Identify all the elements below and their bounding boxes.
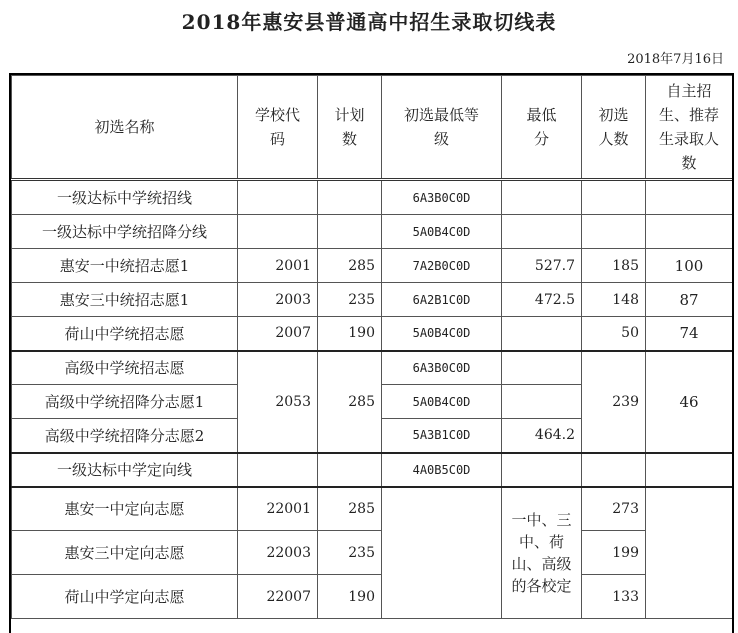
header-auto: 自主招生、推荐生录取人数 (646, 76, 733, 180)
table-row (12, 487, 733, 531)
row-score: 527.7 (502, 249, 582, 283)
row-plan: 285 (318, 249, 382, 283)
row-grade: 5A0B4C0D (382, 385, 502, 419)
header-row (12, 76, 733, 180)
row-score (502, 215, 582, 249)
senior-auto: 46 (646, 351, 733, 453)
row-grade: 6A3B0C0D (382, 180, 502, 215)
row-name: 惠安三中统招志愿1 (12, 283, 238, 317)
senior-plan: 285 (318, 351, 382, 453)
directed-note: 一中、三中、荷山、高级的各校定 (502, 487, 582, 619)
row-plan: 190 (318, 317, 382, 351)
senior-count: 239 (582, 351, 646, 453)
row-code: 22001 (238, 487, 318, 531)
table-row (12, 180, 733, 215)
row-count: 133 (582, 575, 646, 619)
header-score: 最低分 (502, 76, 582, 180)
table-row (12, 575, 733, 619)
row-code (238, 215, 318, 249)
table-row (12, 317, 733, 351)
header-name: 初选名称 (12, 76, 238, 180)
row-auto: 100 (646, 249, 733, 283)
row-name: 高级中学统招降分志愿2 (12, 419, 238, 453)
row-plan (318, 215, 382, 249)
row-score (502, 385, 582, 419)
row-grade: 7A2B0C0D (382, 249, 502, 283)
row-name: 一级达标中学定向线 (12, 453, 238, 487)
row-grade: 6A2B1C0D (382, 283, 502, 317)
row-count: 148 (582, 283, 646, 317)
row-code: 2001 (238, 249, 318, 283)
row-auto (646, 215, 733, 249)
header-grade: 初选最低等级 (382, 76, 502, 180)
senior-code: 2053 (238, 351, 318, 453)
row-code: 22003 (238, 531, 318, 575)
row-score (502, 351, 582, 385)
row-score: 464.2 (502, 419, 582, 453)
row-name: 一级达标中学统招降分线 (12, 215, 238, 249)
row-count: 185 (582, 249, 646, 283)
row-name: 一级达标中学统招线 (12, 180, 238, 215)
row-code: 2003 (238, 283, 318, 317)
table-row (12, 283, 733, 317)
table-row (12, 249, 733, 283)
row-grade: 6A3B0C0D (382, 351, 502, 385)
row-score: 472.5 (502, 283, 582, 317)
row-plan: 285 (318, 487, 382, 531)
table-row (12, 215, 733, 249)
row-plan: 190 (318, 575, 382, 619)
row-name: 惠安一中统招志愿1 (12, 249, 238, 283)
table-row (12, 453, 733, 487)
row-code (238, 180, 318, 215)
page-title: 2018年惠安县普通高中招生录取切线表 (181, 10, 557, 34)
row-grade: 4A0B5C0D (382, 453, 502, 487)
row-plan: 235 (318, 283, 382, 317)
cutoff-table (11, 75, 733, 619)
row-name: 惠安三中定向志愿 (12, 531, 238, 575)
row-count: 273 (582, 487, 646, 531)
row-grade: 5A0B4C0D (382, 317, 502, 351)
report-date: 2018年7月16日 (627, 52, 724, 67)
row-name: 高级中学统招降分志愿1 (12, 385, 238, 419)
row-name: 惠安一中定向志愿 (12, 487, 238, 531)
row-count: 199 (582, 531, 646, 575)
row-count (582, 215, 646, 249)
row-name: 荷山中学定向志愿 (12, 575, 238, 619)
row-auto: 87 (646, 283, 733, 317)
row-count (582, 180, 646, 215)
row-code: 22007 (238, 575, 318, 619)
row-auto: 74 (646, 317, 733, 351)
row-name: 高级中学统招志愿 (12, 351, 238, 385)
row-auto (646, 180, 733, 215)
header-count: 初选人数 (582, 76, 646, 180)
header-plan: 计划数 (318, 76, 382, 180)
row-plan: 235 (318, 531, 382, 575)
header-code: 学校代码 (238, 76, 318, 180)
row-score (502, 180, 582, 215)
row-score (502, 317, 582, 351)
row-name: 荷山中学统招志愿 (12, 317, 238, 351)
row-count: 50 (582, 317, 646, 351)
row-grade: 5A0B4C0D (382, 215, 502, 249)
row-grade: 5A3B1C0D (382, 419, 502, 453)
table-row (12, 531, 733, 575)
cutoff-table-frame (9, 73, 734, 633)
table-row (12, 351, 733, 385)
row-plan (318, 180, 382, 215)
row-code: 2007 (238, 317, 318, 351)
